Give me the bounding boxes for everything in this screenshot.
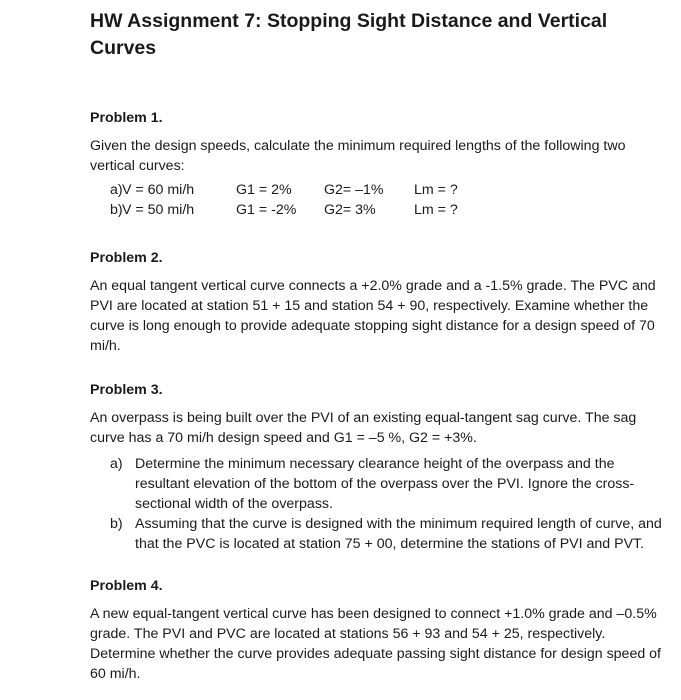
problem-4-text: A new equal-tangent vertical curve has been designed to connect +1.0% grade and –0.5% grade. The PVI and PVC are located at stations 56 + 93 and 54 + 25, respectively. Determine whether the curve provides adequate passing sight distance for design speed of 60 mi/h. bbox=[90, 606, 661, 682]
document-title: HW Assignment 7: Stopping Sight Distance and Vertical Curves bbox=[90, 10, 608, 59]
curve-row-a bbox=[90, 180, 667, 200]
curve-grade-1: G1 = -2% bbox=[236, 202, 297, 218]
curve-letter: a) bbox=[110, 182, 123, 198]
problem-3-heading: Problem 3. bbox=[90, 382, 163, 398]
subpart-b bbox=[90, 514, 667, 554]
problem-1-heading: Problem 1. bbox=[90, 110, 163, 126]
curve-grade-1: G1 = 2% bbox=[236, 182, 292, 198]
subpart-text: Assuming that the curve is designed with the minimum required length of curve, and that the PVC is located at station 75 + 00, determine the stations of PVI and PVT. bbox=[135, 516, 662, 552]
problem-4 bbox=[90, 576, 667, 684]
problem-2 bbox=[90, 248, 667, 356]
subpart-text: Determine the minimum necessary clearance height of the overpass and the resultant elevation of the bottom of the overpass over the PVI. Ignore the cross-sectional width of the overpass. bbox=[135, 456, 635, 512]
curve-list bbox=[90, 180, 667, 220]
problem-1 bbox=[90, 108, 667, 220]
problem-4-heading: Problem 4. bbox=[90, 578, 163, 594]
curve-speed: V = 50 mi/h bbox=[122, 202, 195, 218]
curve-speed: V = 60 mi/h bbox=[122, 182, 195, 198]
curve-length: Lm = ? bbox=[414, 182, 458, 198]
curve-length: Lm = ? bbox=[414, 202, 458, 218]
problem-3 bbox=[90, 380, 667, 554]
problem-2-heading: Problem 2. bbox=[90, 250, 163, 266]
problem-3-subparts bbox=[90, 454, 667, 554]
curve-grade-2: G2= 3% bbox=[324, 202, 376, 218]
subpart-letter: b) bbox=[110, 516, 123, 532]
subpart-letter: a) bbox=[110, 456, 123, 472]
problem-2-text: An equal tangent vertical curve connects a +2.0% grade and a -1.5% grade. The PVC and PVI are located at station 51 + 15 and station 54 + 90, respectively. Examine whether the curve is long enough to provide adequate stopping sight distance for a design speed of 70 mi/h. bbox=[90, 278, 656, 354]
problem-3-text: An overpass is being built over the PVI of an existing equal-tangent sag curve. The sag curve has a 70 mi/h design speed and G1 = –5 %, G2 = +3%. bbox=[90, 410, 637, 446]
subpart-a bbox=[90, 454, 667, 514]
curve-grade-2: G2= –1% bbox=[324, 182, 384, 198]
curve-row-b bbox=[90, 200, 667, 220]
curve-letter: b) bbox=[110, 202, 123, 218]
problem-1-text: Given the design speeds, calculate the minimum required lengths of the following two vertical curves: bbox=[90, 138, 626, 174]
